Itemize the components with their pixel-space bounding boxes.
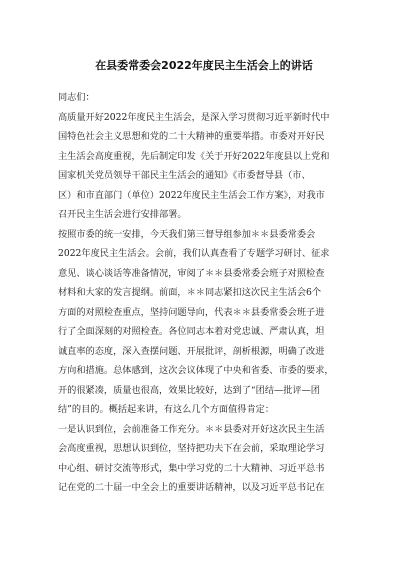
text-line: 结”的目的。概括起来讲，有这么几个方面值得肯定： xyxy=(58,404,275,415)
text-line: 国家机关党员领导干部民主生活会的通知》《市委督导县（市、 xyxy=(58,170,311,181)
text-line: 记在党的二十届一中全会上的重要讲话精神，以及习近平总书记在 xyxy=(58,482,325,493)
text-line: 材料和大家的发言提纲。前面，＊＊同志紧扣这次民主生活会6个 xyxy=(58,287,322,298)
text-line: 开的很紧凑，质量也很高，效果比较好，达到了“团结—批评—团 xyxy=(58,384,320,396)
text-line: 会高度重视，思想认识到位，坚持把功夫下在会前，采取理论学习 xyxy=(58,443,325,454)
text-line: 诚直率的态度，深入查摆问题、开展批评，剖析根源，明确了改进 xyxy=(58,345,325,357)
page-title: 在县委常委会2022年度民主生活会上的讲话 xyxy=(95,59,313,72)
text-line: 中心组、研讨交流等形式，集中学习党的二十大精神、习近平总书 xyxy=(58,462,325,474)
text-line: 一是认识到位，会前准备工作充分。＊＊县委对开好这次民主生活 xyxy=(58,423,325,435)
text-line: 召开民主生活会进行安排部署。 xyxy=(58,209,187,220)
text-line: 区）和市直部门（单位）2022年度民主生活会工作方案》，对我市 xyxy=(58,189,325,201)
text-line: 高质量开好2022年度民主生活会，是深入学习贯彻习近平新时代中 xyxy=(58,111,330,123)
text-line: 2022年度民主生活会。会前，我们认真查看了专题学习研讨、征求 xyxy=(58,248,330,259)
text-line: 主生活会高度重视，先后制定印发《关于开好2022年度县以上党和 xyxy=(58,150,330,162)
paragraph-1 xyxy=(58,108,350,225)
text-line: 方向和措施。总体感到，这次会议体现了中央和省委、市委的要求， xyxy=(58,365,334,376)
text-line: 行了全面深刻的对照检查。各位同志本着对党忠诚、严肃认真，坦 xyxy=(58,326,325,337)
paragraph-2 xyxy=(58,225,350,420)
paragraph-3 xyxy=(58,420,350,498)
salutation: 同志们： xyxy=(58,92,95,103)
text-line: 方面的对照检查重点，坚持问题导向，代表＊＊县委常委会班子进 xyxy=(58,306,325,318)
text-line: 按照市委的统一安排，今天我们第三督导组参加＊＊县委常委会 xyxy=(58,228,316,240)
text-line: 国特色社会主义思想和党的二十大精神的重要举措。市委对开好民 xyxy=(58,131,325,142)
text-line: 意见、谈心谈话等准备情况，审阅了＊＊县委常委会班子对照检查 xyxy=(58,267,325,279)
